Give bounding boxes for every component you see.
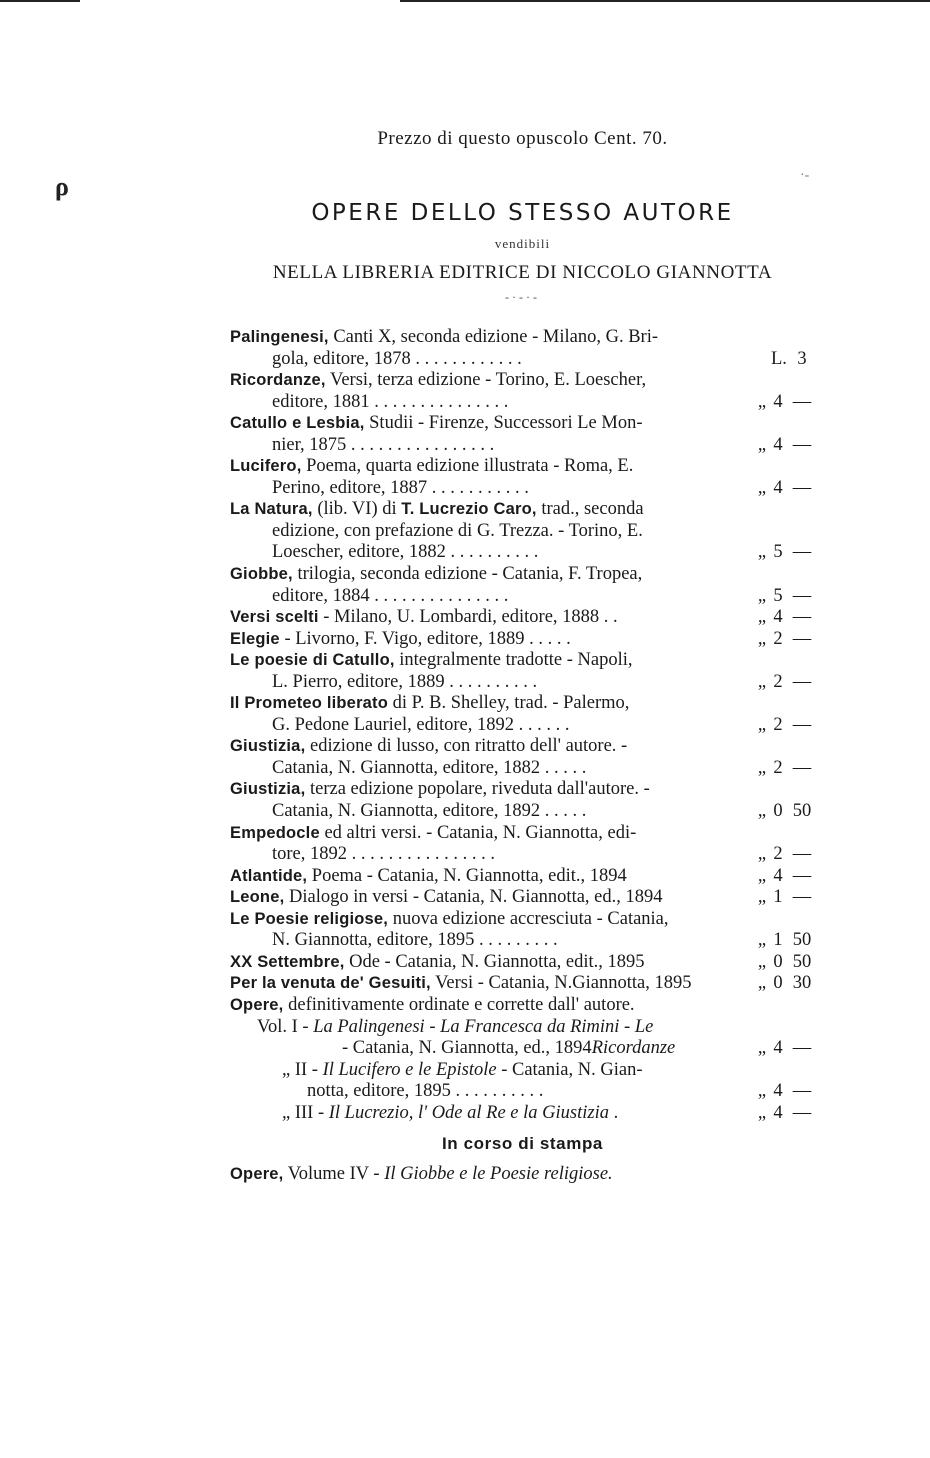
catalog-line-text xyxy=(272,521,643,543)
work-title: Il Prometeo liberato xyxy=(230,694,389,713)
price-cents: — xyxy=(792,671,812,692)
work-details: trilogia, seconda edizione - Catania, F. Tropea, xyxy=(292,564,643,585)
ditto-mark: „ xyxy=(757,973,767,994)
ditto-mark: „ xyxy=(757,434,767,455)
catalog-line xyxy=(230,542,814,564)
catalog-line-text xyxy=(230,693,629,715)
catalog-line xyxy=(230,672,814,694)
work-title: Giobbe, xyxy=(230,565,293,584)
works-catalog xyxy=(230,327,814,1124)
price-cents: — xyxy=(792,1081,812,1102)
catalog-line-text xyxy=(230,650,633,672)
catalog-line-text xyxy=(230,973,691,995)
price-column xyxy=(757,715,814,737)
price-column xyxy=(757,392,814,414)
catalog-line xyxy=(230,478,814,500)
price-lire: 2 xyxy=(773,714,783,735)
catalog-line-text xyxy=(307,1081,543,1103)
catalog-line xyxy=(230,521,814,543)
price-column xyxy=(757,478,814,500)
author-name: T. Lucrezio Caro, xyxy=(401,500,537,519)
catalog-line xyxy=(230,844,814,866)
price-lire: 4 xyxy=(773,607,783,628)
price-column xyxy=(757,887,814,909)
price-lire: 4 xyxy=(773,477,783,498)
page-title: OPERE DELLO STESSO AUTORE xyxy=(311,200,734,226)
catalog-line xyxy=(230,370,814,392)
price-column xyxy=(757,930,814,952)
ditto-mark: „ xyxy=(757,542,767,563)
price-cents: 50 xyxy=(792,951,812,972)
catalog-line-text xyxy=(282,1060,642,1082)
price-column xyxy=(757,349,814,371)
catalog-line-text xyxy=(230,413,642,435)
price-lire: 4 xyxy=(773,865,783,886)
price-lire: L. xyxy=(771,348,787,369)
work-title: Giustizia, xyxy=(230,780,306,799)
work-details: „ II - xyxy=(282,1059,323,1080)
work-title: XX Settembre, xyxy=(230,952,345,971)
work-details-cont: - Catania, N. Gian- xyxy=(496,1059,643,1080)
price-lire: 5 xyxy=(773,585,783,606)
price-lire: 1 xyxy=(773,887,783,908)
catalog-line xyxy=(230,866,814,888)
work-details: „ III - xyxy=(282,1102,329,1123)
work-title: Giustizia, xyxy=(230,737,306,756)
work-details: Poema, quarta edizione illustrata - Roma, E. xyxy=(301,456,634,477)
ditto-mark: „ xyxy=(757,844,767,865)
catalog-line xyxy=(230,973,814,995)
work-italic: Il Lucifero e le Epistole xyxy=(322,1059,497,1080)
catalog-line-text xyxy=(230,866,627,888)
catalog-line-text xyxy=(282,1103,618,1125)
work-details: N. Giannotta, editore, 1895 . . . . . . . . . xyxy=(272,930,558,951)
work-details: di P. B. Shelley, trad. - Palermo, xyxy=(388,693,630,714)
price-lire: 4 xyxy=(773,1081,783,1102)
work-details: edizione di lusso, con ritratto dell' autore. - xyxy=(305,736,628,757)
ditto-mark: „ xyxy=(757,671,767,692)
price-column xyxy=(757,672,814,694)
work-details: - Livorno, F. Vigo, editore, 1889 . . . . . xyxy=(279,628,571,649)
ditto-mark: „ xyxy=(757,477,767,498)
price-lire: 4 xyxy=(773,391,783,412)
margin-mark: ·- xyxy=(800,168,810,183)
catalog-line-text xyxy=(230,952,645,974)
price-column xyxy=(757,866,814,888)
price-cents: — xyxy=(792,887,812,908)
catalog-line-text xyxy=(230,995,635,1017)
price-cents: — xyxy=(792,434,812,455)
ditto-mark: „ xyxy=(757,628,767,649)
catalog-line xyxy=(230,499,814,521)
work-details: Perino, editore, 1887 . . . . . . . . . . . xyxy=(272,477,529,498)
catalog-line-text xyxy=(230,736,627,758)
price-cents: — xyxy=(792,1038,812,1059)
work-details: ed altri versi. - Catania, N. Giannotta, edi- xyxy=(319,822,637,843)
work-title: Leone, xyxy=(230,888,285,907)
work-title: Elegie xyxy=(230,629,280,648)
price-column xyxy=(757,1103,814,1125)
catalog-line-text xyxy=(272,715,569,737)
forthcoming-title: Opere, xyxy=(230,1165,284,1183)
catalog-line xyxy=(230,607,814,629)
catalog-line-text xyxy=(272,844,495,866)
ditto-mark: „ xyxy=(757,801,767,822)
work-details: Catania, N. Giannotta, editore, 1892 . . . . . xyxy=(272,801,587,822)
price-column xyxy=(757,607,814,629)
price-cents: 50 xyxy=(792,801,812,822)
price-column xyxy=(757,1081,814,1103)
top-rule-right xyxy=(400,0,930,2)
price-lire: 4 xyxy=(773,434,783,455)
catalog-line xyxy=(230,779,814,801)
work-title: Versi scelti xyxy=(230,608,319,627)
catalog-line-text xyxy=(230,779,650,801)
catalog-line xyxy=(230,349,814,371)
work-details: nuova edizione accresciuta - Catania, xyxy=(388,908,669,929)
subtitle-libreria: NELLA LIBRERIA EDITRICE DI NICCOLO GIANNOTTA xyxy=(272,262,773,283)
price-cents: — xyxy=(792,844,812,865)
catalog-line xyxy=(230,736,814,758)
price-cents: — xyxy=(792,714,812,735)
catalog-line-text xyxy=(272,478,529,500)
work-title: Catullo e Lesbia, xyxy=(230,414,365,433)
work-details: gola, editore, 1878 . . . . . . . . . . . . xyxy=(272,348,522,369)
price-column xyxy=(757,952,814,974)
price-column xyxy=(757,435,814,457)
work-italic: La Palingenesi - La Francesca da Rimini - Le xyxy=(313,1016,654,1037)
work-title: Atlantide, xyxy=(230,866,308,885)
ditto-mark: „ xyxy=(757,865,767,886)
work-details-cont: trad., seconda xyxy=(536,499,644,520)
ditto-mark: „ xyxy=(757,757,767,778)
catalog-line xyxy=(230,456,814,478)
catalog-line xyxy=(230,564,814,586)
work-title: Le poesie di Catullo, xyxy=(230,651,395,670)
catalog-line-text xyxy=(272,542,538,564)
price-column xyxy=(757,973,814,995)
ditto-mark: „ xyxy=(757,391,767,412)
work-details: integralmente tradotte - Napoli, xyxy=(394,650,633,671)
work-title: Empedocle xyxy=(230,823,320,842)
catalog-line xyxy=(230,801,814,823)
work-details: Versi - Catania, N.Giannotta, 1895 xyxy=(430,973,692,994)
price-lire: 5 xyxy=(773,542,783,563)
catalog-line-text xyxy=(230,887,663,909)
price-cents: 50 xyxy=(792,930,812,951)
catalog-line xyxy=(230,650,814,672)
work-details: editore, 1884 . . . . . . . . . . . . . . . xyxy=(272,585,509,606)
work-details: Poema - Catania, N. Giannotta, edit., 1894 xyxy=(307,865,627,886)
top-rule-left xyxy=(0,0,80,2)
price-column xyxy=(757,629,814,651)
price-column xyxy=(757,1038,814,1060)
catalog-line xyxy=(230,1103,814,1125)
ditto-mark: „ xyxy=(757,1102,767,1123)
work-title: Opere, xyxy=(230,995,284,1014)
forthcoming-text: Volume IV - xyxy=(283,1164,385,1184)
work-details: Ode - Catania, N. Giannotta, edit., 1895 xyxy=(344,951,645,972)
catalog-line-text xyxy=(272,801,586,823)
forthcoming-italic: Il Giobbe e le Poesie religiose. xyxy=(384,1164,613,1184)
catalog-line-text xyxy=(230,370,646,392)
work-title: Palingenesi, xyxy=(230,328,329,346)
price-cents: — xyxy=(792,628,812,649)
price-cents: — xyxy=(792,865,812,886)
catalog-line-text xyxy=(272,758,586,780)
catalog-line xyxy=(230,413,814,435)
price-cents: — xyxy=(792,477,812,498)
work-title: Lucifero, xyxy=(230,457,302,476)
catalog-line-text xyxy=(230,823,636,845)
price-lire: 4 xyxy=(773,1038,783,1059)
price-column xyxy=(757,801,814,823)
price-lire: 2 xyxy=(773,628,783,649)
catalog-line-text xyxy=(257,1017,653,1039)
work-details: L. Pierro, editore, 1889 . . . . . . . . . . xyxy=(272,671,538,692)
catalog-line xyxy=(230,693,814,715)
catalog-line xyxy=(230,392,814,414)
in-corso-heading: In corso di stampa xyxy=(441,1134,603,1153)
price-column xyxy=(757,586,814,608)
catalog-line-text xyxy=(342,1038,675,1060)
work-italic: Ricordanze xyxy=(591,1038,676,1059)
catalog-line xyxy=(230,1017,814,1039)
work-details: notta, editore, 1895 . . . . . . . . . . xyxy=(307,1081,544,1102)
work-details: Dialogo in versi - Catania, N. Giannotta, ed., 1894 xyxy=(284,887,663,908)
price-cents: — xyxy=(792,391,812,412)
catalog-line xyxy=(230,1060,814,1082)
work-details: nier, 1875 . . . . . . . . . . . . . . . . xyxy=(272,434,495,455)
ditto-mark: „ xyxy=(757,585,767,606)
price-lire: 1 xyxy=(773,930,783,951)
work-details: G. Pedone Lauriel, editore, 1892 . . . . . . xyxy=(272,714,570,735)
price-lire: 2 xyxy=(773,671,783,692)
ornament-divider: -·-·- xyxy=(505,290,540,304)
catalog-line xyxy=(230,629,814,651)
price-note: Prezzo di questo opuscolo Cent. 70. xyxy=(377,128,668,149)
ditto-mark: „ xyxy=(757,607,767,628)
work-title: Per la venuta de' Gesuiti, xyxy=(230,974,431,993)
price-cents: 30 xyxy=(792,973,812,994)
ditto-mark: „ xyxy=(757,714,767,735)
price-column xyxy=(757,542,814,564)
catalog-line xyxy=(230,758,814,780)
catalog-line-text xyxy=(272,586,508,608)
work-details: terza edizione popolare, riveduta dall'autore. - xyxy=(305,779,650,800)
work-details-cont: . xyxy=(608,1102,619,1123)
catalog-line xyxy=(230,1081,814,1103)
catalog-line xyxy=(230,930,814,952)
ditto-mark: „ xyxy=(757,887,767,908)
ditto-mark: „ xyxy=(757,930,767,951)
work-details: Versi, terza edizione - Torino, E. Loescher, xyxy=(325,370,647,391)
catalog-line xyxy=(230,435,814,457)
ink-smudge: ρ xyxy=(55,172,69,201)
catalog-line xyxy=(230,586,814,608)
ditto-mark: „ xyxy=(757,1038,767,1059)
work-details: Vol. I - xyxy=(257,1016,314,1037)
catalog-line-text xyxy=(230,456,633,478)
work-details: tore, 1892 . . . . . . . . . . . . . . . . xyxy=(272,844,496,865)
price-lire: 0 xyxy=(773,801,783,822)
price-cents: — xyxy=(792,1102,812,1123)
price-cents: — xyxy=(792,757,812,778)
catalog-line-text xyxy=(230,499,644,521)
catalog-line-text xyxy=(230,607,618,629)
catalog-line xyxy=(230,995,814,1017)
price-lire: 2 xyxy=(773,757,783,778)
price-column xyxy=(757,844,814,866)
work-title: Le Poesie religiose, xyxy=(230,909,389,928)
catalog-line xyxy=(230,823,814,845)
work-details: Catania, N. Giannotta, editore, 1882 . . . . . xyxy=(272,757,587,778)
work-details: - Milano, U. Lombardi, editore, 1888 . . xyxy=(318,607,618,628)
ditto-mark: „ xyxy=(757,1081,767,1102)
catalog-line-text xyxy=(272,672,537,694)
price-column xyxy=(757,758,814,780)
work-details: Studii - Firenze, Successori Le Mon- xyxy=(364,413,643,434)
work-details: editore, 1881 . . . . . . . . . . . . . . . xyxy=(272,391,509,412)
catalog-line-text xyxy=(272,930,558,952)
catalog-line-text xyxy=(230,909,669,931)
catalog-line xyxy=(230,1038,814,1060)
ditto-mark: „ xyxy=(757,951,767,972)
price-cents: — xyxy=(792,542,812,563)
forthcoming-entry xyxy=(230,1164,613,1185)
catalog-line xyxy=(230,887,814,909)
work-details: Loescher, editore, 1882 . . . . . . . . . . xyxy=(272,542,539,563)
work-details: definitivamente ordinate e corrette dall' autore. xyxy=(283,994,635,1015)
price-lire: 2 xyxy=(773,844,783,865)
price-cents: — xyxy=(792,585,812,606)
price-lire: 0 xyxy=(773,951,783,972)
work-details: (lib. VI) di xyxy=(312,499,402,520)
work-italic: Il Lucrezio, l' Ode al Re e la Giustizia xyxy=(328,1102,609,1123)
catalog-line-text xyxy=(230,564,642,586)
work-details: - Catania, N. Giannotta, ed., 1894 xyxy=(342,1038,592,1059)
catalog-line xyxy=(230,715,814,737)
price-lire: 4 xyxy=(773,1102,783,1123)
catalog-line-text xyxy=(230,629,571,651)
subtitle-vendibili: vendibili xyxy=(494,236,551,251)
work-details: Canti X, seconda edizione - Milano, G. Bri- xyxy=(328,327,659,347)
price-lire: 0 xyxy=(773,973,783,994)
catalog-line xyxy=(230,909,814,931)
catalog-line-text xyxy=(272,392,508,414)
catalog-line-text xyxy=(272,435,494,457)
catalog-line xyxy=(230,327,814,349)
price-cents: 3 xyxy=(797,348,807,369)
work-title: La Natura, xyxy=(230,500,313,519)
catalog-line-text xyxy=(230,327,658,349)
work-title: Ricordanze, xyxy=(230,371,326,390)
catalog-line-text xyxy=(272,349,522,371)
work-details: edizione, con prefazione di G. Trezza. - Torino, E. xyxy=(272,520,643,541)
price-cents: — xyxy=(792,607,812,628)
catalog-line xyxy=(230,952,814,974)
